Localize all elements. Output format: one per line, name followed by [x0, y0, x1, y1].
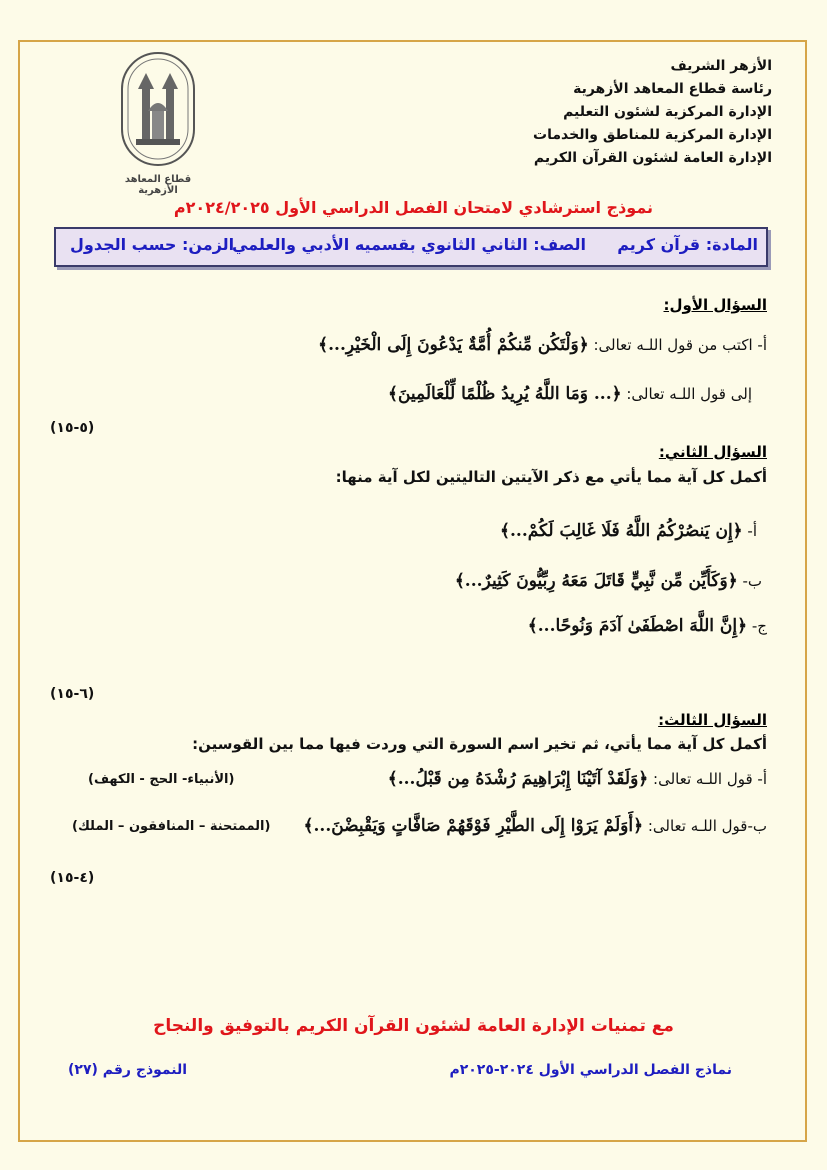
exam-title: نموذج استرشادي لامتحان الفصل الدراسي الأول ٢٠٢٤/٢٠٢٥م: [173, 198, 654, 217]
q2-item-b-verse: ﴿وَكَأَيِّن مِّن نَّبِيٍّ قَاتَلَ مَعَهُ رِبِّيُّونَ كَثِيرٌ...﴾: [454, 571, 738, 591]
q2-item-a-verse: ﴿إِن يَنصُرْكُمُ اللَّهُ فَلَا غَالِبَ لَكُمْ...﴾: [500, 521, 743, 541]
q1-line-b-prefix: إلى قول اللـه تعالى:: [626, 385, 752, 403]
q3-instruction: أكمل كل آية مما يأتي، ثم تخير اسم السورة التي وردت فيها مما بين القوسين:: [192, 735, 767, 753]
q1-line-a-verse: ﴿وَلْتَكُن مِّنكُمْ أُمَّةٌ يَدْعُونَ إِلَى الْخَيْرِ...﴾: [318, 335, 589, 355]
azhar-logo: [108, 45, 208, 196]
q2-item-a-label: أ-: [747, 522, 757, 540]
q2-item-c: [528, 615, 767, 636]
q3-item-a-verse: ﴿وَلَقَدْ آتَيْنَا إِبْرَاهِيمَ رُشْدَهُ مِن قَبْلُ...﴾: [387, 769, 649, 789]
q2-instruction: أكمل كل آية مما يأتي مع ذكر الآيتين التاليتين لكل آية منها:: [335, 468, 767, 486]
footer-term: نماذج الفصل الدراسي الأول ٢٠٢٤-٢٠٢٥م: [449, 1062, 732, 1078]
q2-item-c-verse: ﴿إِنَّ اللَّهَ اصْطَفَىٰ آدَمَ وَنُوحًا...﴾: [527, 616, 748, 636]
azhar-seal-icon: [108, 45, 208, 170]
subject-label: المادة: قرآن كريم: [617, 235, 758, 254]
q1-heading: السؤال الأول:: [663, 296, 767, 314]
q3-item-a-prefix: أ- قول اللـه تعالى:: [653, 770, 767, 788]
time-label: الزمن: حسب الجدول: [70, 235, 235, 254]
header-block: [533, 55, 772, 170]
footer-model-number: النموذج رقم (٢٧): [68, 1062, 188, 1078]
closing-wish: مع تمنيات الإدارة العامة لشئون القرآن الكريم بالتوفيق والنجاح: [153, 1016, 674, 1036]
q3-heading: السؤال الثالث:: [658, 711, 767, 729]
q1-line-a-prefix: أ- اكتب من قول اللـه تعالى:: [593, 336, 767, 354]
grade-label: الصف: الثاني الثانوي بقسميه الأدبي والعلمي: [231, 235, 586, 254]
q2-item-b: [455, 570, 762, 591]
q3-item-a-options: (الأنبياء- الحج - الكهف): [88, 772, 235, 787]
info-box: [54, 227, 768, 267]
header-line-5: الإدارة العامة لشئون القرآن الكريم: [533, 150, 772, 166]
q2-item-c-label: ج-: [751, 617, 767, 635]
q1-score: (٥-١٥): [50, 420, 95, 436]
logo-caption: قطاع المعاهد الأزهرية: [124, 174, 192, 196]
q2-score: (٦-١٥): [50, 686, 95, 702]
q3-item-a: [388, 768, 767, 789]
q3-item-b-options: (الممتحنة – المنافقون – الملك): [72, 819, 271, 834]
header-line-2: رئاسة قطاع المعاهد الأزهرية: [573, 81, 772, 97]
q3-item-b-prefix: ب-قول اللـه تعالى:: [647, 817, 767, 835]
q3-item-b-verse: ﴿أَوَلَمْ يَرَوْا إِلَى الطَّيْرِ فَوْقَهُمْ صَافَّاتٍ وَيَقْبِضْنَ...﴾: [303, 816, 644, 836]
q3-score: (٤-١٥): [50, 870, 95, 886]
q1-line-b: [388, 383, 752, 404]
q2-item-a: [500, 520, 757, 541]
q2-heading: السؤال الثاني:: [658, 443, 767, 461]
q3-item-b: [304, 815, 767, 836]
header-line-4: الإدارة المركزية للمناطق والخدمات: [533, 127, 772, 143]
q1-line-a: [318, 334, 767, 355]
header-line-1: الأزهر الشريف: [670, 58, 772, 74]
q1-line-b-verse: ﴿... وَمَا اللَّهُ يُرِيدُ ظُلْمًا لِّلْعَالَمِينَ﴾: [387, 384, 622, 404]
header-line-3: الإدارة المركزية لشئون التعليم: [563, 104, 772, 120]
q2-item-b-label: ب-: [742, 572, 762, 590]
